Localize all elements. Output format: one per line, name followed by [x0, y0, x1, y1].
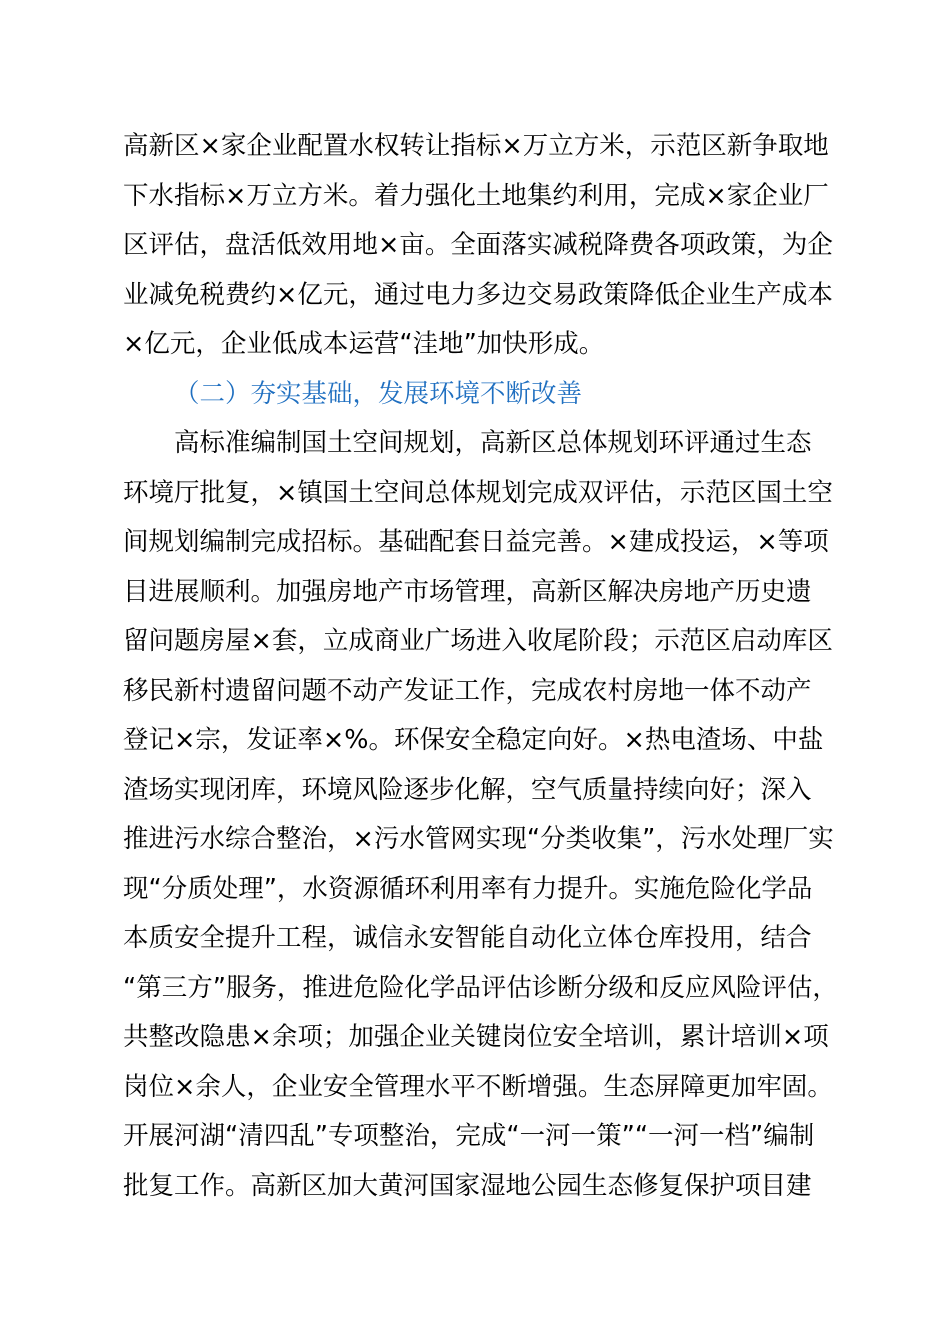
text-line: 批复工作。高新区加大黄河国家湿地公园生态修复保护项目建 — [123, 1170, 812, 1201]
text-line: 区评估，盘活低效用地×亩。全面落实减税降费各项政策，为企 — [123, 230, 833, 260]
text-line: 岗位×余人，企业安全管理水平不断增强。生态屏障更加牢固。 — [123, 1071, 833, 1102]
text-line: 留问题房屋×套，立成商业广场进入收尾阶段；示范区启动库区 — [123, 626, 833, 656]
text-line: ×亿元，企业低成本运营“洼地”加快形成。 — [123, 329, 605, 359]
text-line: 现“分质处理”，水资源循环利用率有力提升。实施危险化学品 — [123, 873, 813, 904]
text-line: 开展河湖“清四乱”专项整治，完成“一河一策”“一河一档”编制 — [123, 1121, 815, 1151]
text-line: 本质安全提升工程，诚信永安智能自动化立体仓库投用，结合 — [123, 923, 812, 953]
text-line: “第三方”服务，推进危险化学品评估诊断分级和反应风险评估， — [123, 972, 838, 1003]
heading-line: （二）夯实基础，发展环境不断改善 — [174, 378, 583, 409]
text-line: 登记×宗，发证率×%。环保安全稳定向好。×热电渣场、中盐 — [123, 725, 824, 755]
text-line: 环境厅批复，×镇国土空间总体规划完成双评估，示范区国土空 — [123, 477, 833, 508]
text-line: 移民新村遗留问题不动产发证工作，完成农村房地一体不动产 — [123, 675, 812, 706]
text-line: 间规划编制完成招标。基础配套日益完善。×建成投运，×等项 — [123, 527, 829, 557]
paragraph — [123, 122, 843, 370]
paragraph — [123, 419, 843, 1211]
section-heading — [123, 370, 843, 420]
text-line: 目进展顺利。加强房地产市场管理，高新区解决房地产历史遗 — [123, 576, 812, 607]
text-line: 下水指标×万立方米。着力强化土地集约利用，完成×家企业厂 — [123, 180, 829, 211]
text-line: 推进污水综合整治，×污水管网实现“分类收集”，污水处理厂实 — [123, 824, 834, 854]
text-block — [123, 122, 843, 1211]
text-line: 共整改隐患×余项；加强企业关键岗位安全培训，累计培训×项 — [123, 1022, 829, 1052]
text-line: 渣场实现闭库，环境风险逐步化解，空气质量持续向好；深入 — [123, 774, 812, 805]
text-line: 高标准编制国土空间规划，高新区总体规划环评通过生态 — [174, 428, 812, 458]
text-line: 高新区×家企业配置水权转让指标×万立方米，示范区新争取地 — [123, 131, 829, 161]
text-line: 业减免税费约×亿元，通过电力多边交易政策降低企业生产成本 — [123, 279, 833, 310]
